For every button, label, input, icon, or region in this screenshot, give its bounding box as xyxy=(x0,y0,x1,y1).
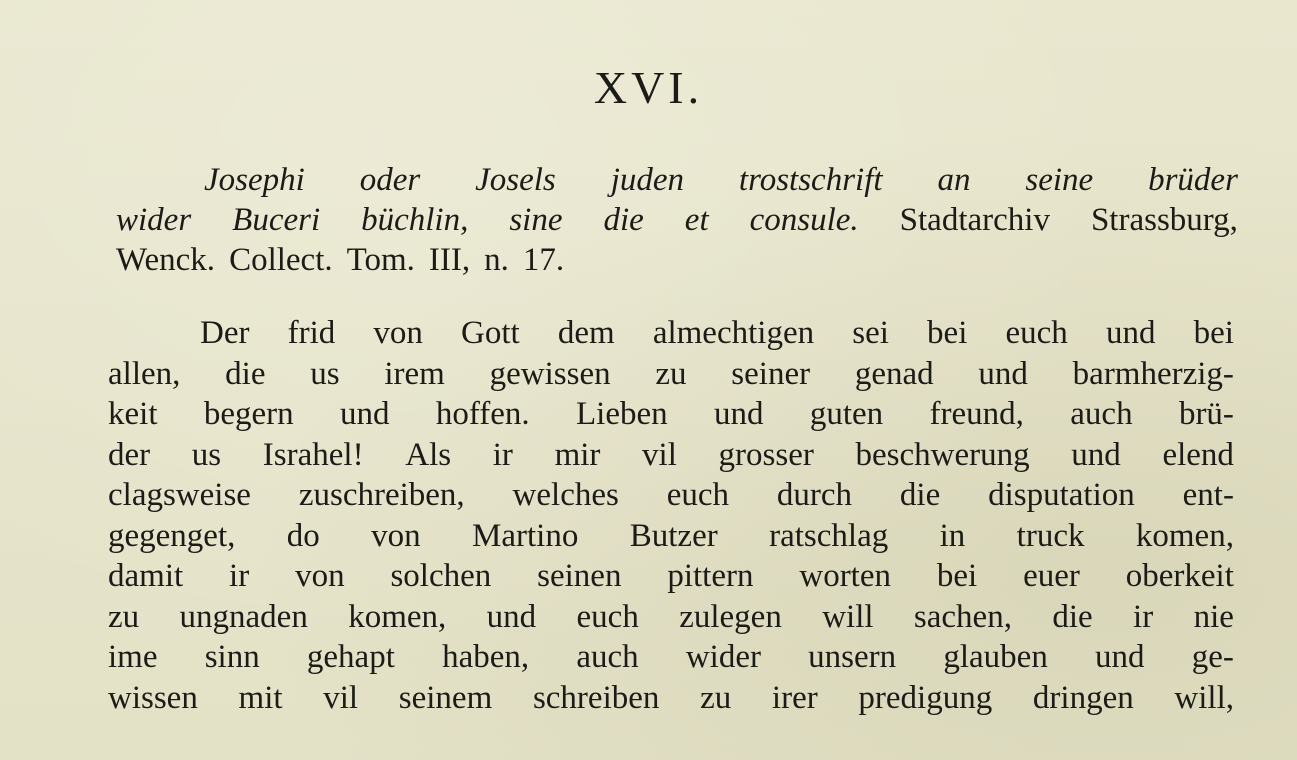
word: ge- xyxy=(1191,639,1234,675)
word: do xyxy=(286,517,320,554)
source-line xyxy=(116,200,1238,240)
word: die xyxy=(225,355,266,392)
word: die xyxy=(1052,598,1093,635)
word: und xyxy=(978,355,1028,392)
body-paragraph xyxy=(108,313,1234,718)
word: und xyxy=(486,598,537,635)
word: freund, xyxy=(929,396,1024,432)
word: seinem xyxy=(398,679,493,716)
word: worten xyxy=(799,558,891,594)
word: sei xyxy=(852,315,889,351)
source-word: die xyxy=(603,202,644,238)
word: euer xyxy=(1023,558,1080,594)
word: und xyxy=(1105,315,1156,351)
line-text xyxy=(108,637,1234,678)
source-word: büchlin, xyxy=(361,202,469,238)
source-word: Josephi xyxy=(204,162,305,198)
word: hoffen. xyxy=(435,396,530,432)
word: ir xyxy=(1133,598,1154,635)
word: nie xyxy=(1193,598,1234,635)
word: zu xyxy=(108,598,140,635)
word: vil xyxy=(642,436,677,473)
word: dem xyxy=(557,315,615,351)
source-word: Collect. xyxy=(229,242,333,278)
word: sinn xyxy=(204,639,260,675)
text-line xyxy=(108,435,1234,476)
word: begern xyxy=(203,396,294,432)
source-word: oder xyxy=(359,162,421,198)
word: disputation xyxy=(988,477,1135,513)
word: und xyxy=(340,396,390,432)
word: grosser xyxy=(718,436,814,473)
word: komen, xyxy=(348,598,447,635)
source-word: Stadtarchiv xyxy=(899,202,1050,238)
word: gegenget, xyxy=(108,517,236,554)
source-line xyxy=(116,160,1238,200)
word: seiner xyxy=(731,355,811,392)
word: irer xyxy=(771,679,818,716)
text-line xyxy=(108,556,1234,597)
source-word: consule. xyxy=(749,202,859,238)
line-text xyxy=(108,556,1234,597)
word: Als xyxy=(405,436,452,473)
word: pittern xyxy=(667,558,754,594)
word: schreiben xyxy=(532,679,660,716)
source-word: et xyxy=(684,202,709,238)
word: zu xyxy=(700,679,732,716)
word: Der xyxy=(200,315,250,351)
word: wider xyxy=(685,639,761,675)
word: welches xyxy=(512,477,619,513)
line-text xyxy=(200,313,1234,354)
word: auch xyxy=(576,639,639,675)
text-line xyxy=(108,516,1234,557)
word: zu xyxy=(655,355,687,392)
word: Butzer xyxy=(629,517,718,554)
word: und xyxy=(1071,436,1121,473)
word: und xyxy=(713,396,764,432)
word: haben, xyxy=(442,639,530,675)
source-line xyxy=(116,240,1238,280)
word: zulegen xyxy=(679,598,782,635)
word: Israhel! xyxy=(262,436,364,473)
word: der xyxy=(108,436,151,473)
source-word: trostschrift xyxy=(738,162,883,198)
word: Gott xyxy=(461,315,520,351)
word: euch xyxy=(576,598,639,635)
source-word: sine xyxy=(509,202,563,238)
word: clagsweise xyxy=(108,477,251,513)
text-line xyxy=(108,313,1234,354)
source-word: brüder xyxy=(1148,162,1238,198)
word: Lieben xyxy=(576,396,668,432)
word: frid xyxy=(287,315,336,351)
word: von xyxy=(295,558,345,594)
line-text xyxy=(108,394,1234,435)
word: beschwerung xyxy=(855,436,1030,473)
text-line xyxy=(108,597,1234,638)
word: ime xyxy=(108,639,158,675)
source-word: Strassburg, xyxy=(1090,202,1238,238)
word: irem xyxy=(384,355,445,392)
word: us xyxy=(310,355,340,392)
source-word: n. xyxy=(484,242,509,278)
word: zuschreiben, xyxy=(298,477,465,513)
line-text xyxy=(108,435,1234,476)
chapter-heading: XVI. xyxy=(593,62,704,113)
word: dringen xyxy=(1032,679,1134,716)
word: almechtigen xyxy=(652,315,815,351)
source-word: seine xyxy=(1025,162,1094,198)
word: oberkeit xyxy=(1125,558,1234,594)
word: wissen xyxy=(108,679,198,716)
word: will xyxy=(822,598,874,635)
line-text xyxy=(108,678,1234,719)
source-word: 17. xyxy=(522,242,565,278)
word: us xyxy=(191,436,222,473)
word: glauben xyxy=(943,639,1048,675)
word: bei xyxy=(1193,315,1234,351)
word: vil xyxy=(323,679,359,716)
word: bei xyxy=(936,558,978,594)
source-word: Buceri xyxy=(232,202,321,238)
word: ent- xyxy=(1182,477,1234,513)
text-line xyxy=(108,678,1234,719)
text-line xyxy=(108,354,1234,395)
word: mir xyxy=(554,436,601,473)
word: predigung xyxy=(858,679,993,716)
word: von xyxy=(371,517,421,554)
line-text xyxy=(108,475,1234,516)
word: truck xyxy=(1016,517,1085,554)
word: Martino xyxy=(472,517,579,554)
word: barmherzig- xyxy=(1072,355,1234,392)
text-line xyxy=(108,475,1234,516)
word: solchen xyxy=(390,558,492,594)
text-line xyxy=(108,637,1234,678)
line-text xyxy=(108,354,1234,395)
word: keit xyxy=(108,396,158,432)
source-word: III, xyxy=(428,242,471,278)
word: ir xyxy=(492,436,513,473)
word: brü- xyxy=(1178,396,1234,432)
word: ir xyxy=(229,558,250,594)
source-word: Josels xyxy=(475,162,556,198)
word: auch xyxy=(1070,396,1133,432)
word: in xyxy=(939,517,966,554)
source-word: juden xyxy=(610,162,685,198)
word: die xyxy=(899,477,941,513)
source-word: wider xyxy=(116,202,192,238)
word: will, xyxy=(1174,679,1234,716)
word: elend xyxy=(1162,436,1234,473)
line-text xyxy=(108,516,1234,557)
word: gehapt xyxy=(306,639,395,675)
word: ungnaden xyxy=(179,598,308,635)
word: bei xyxy=(927,315,968,351)
word: euch xyxy=(666,477,730,513)
word: unsern xyxy=(808,639,897,675)
word: damit xyxy=(108,558,184,594)
word: ratschlag xyxy=(769,517,889,554)
word: allen, xyxy=(108,355,181,392)
word: sachen, xyxy=(913,598,1012,635)
word: gewissen xyxy=(489,355,611,392)
source-word: Wenck. xyxy=(116,242,216,278)
word: euch xyxy=(1005,315,1068,351)
word: durch xyxy=(776,477,853,513)
word: guten xyxy=(809,396,884,432)
word: von xyxy=(373,315,423,351)
source-word: an xyxy=(937,162,971,198)
word: mit xyxy=(238,679,283,716)
source-citation xyxy=(116,160,1238,280)
line-text xyxy=(108,597,1234,638)
word: und xyxy=(1095,639,1145,675)
source-word: Tom. xyxy=(346,242,415,278)
word: genad xyxy=(854,355,934,392)
word: seinen xyxy=(537,558,622,594)
text-line xyxy=(108,394,1234,435)
word: komen, xyxy=(1135,517,1234,554)
